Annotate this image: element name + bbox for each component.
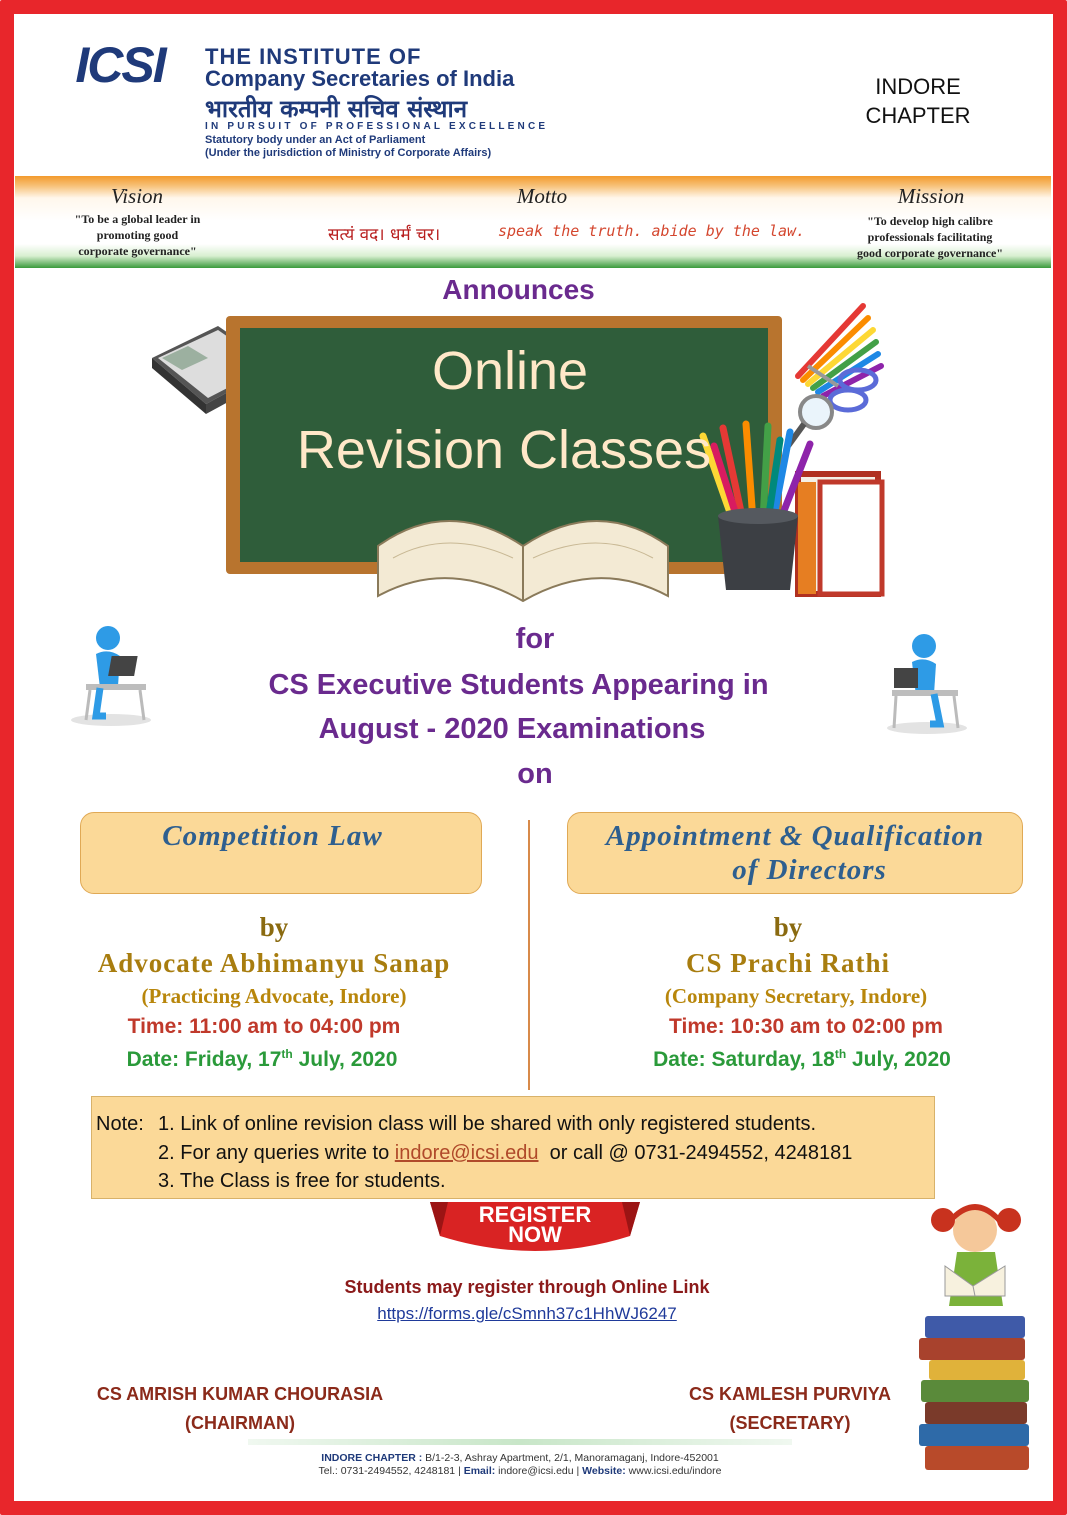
footer-address: INDORE CHAPTER : B/1-2-3, Ashray Apartment, 2/1, Manoramaganj, Indore-452001 [321, 1452, 719, 1464]
mission-text [840, 213, 1020, 261]
icsi-logo-text: ICSI [75, 40, 165, 90]
motto-hindi: सत्यं वद। धर्मं चर। [328, 225, 441, 245]
chapter-line1: INDORE [875, 74, 961, 99]
vision-line1: "To be a global leader in [74, 212, 201, 226]
designation-left: (Practicing Advocate, Indore) [141, 984, 407, 1008]
footer-bar [248, 1439, 792, 1445]
date-right: Date: Saturday, 18th July, 2020 [653, 1047, 951, 1071]
institute-line2: Company Secretaries of India [205, 66, 515, 91]
mission-line3: good corporate governance" [857, 246, 1003, 260]
audience-line1: CS Executive Students Appearing in [268, 669, 769, 701]
audience-line2: August - 2020 Examinations [318, 713, 706, 745]
email-link[interactable]: indore@icsi.edu [394, 1142, 539, 1164]
chapter-label [858, 72, 978, 130]
board-title-line2: Revision Classes [296, 420, 712, 480]
mission-title: Mission [897, 184, 965, 208]
topic-right-line2: of Directors [732, 854, 887, 886]
institute-hindi: भारतीय कम्पनी सचिव संस्थान [205, 95, 468, 123]
topic-right-line1: Appointment & Qualification [605, 820, 985, 852]
on-label: on [517, 758, 553, 790]
for-label: for [515, 623, 555, 655]
institute-jurisdiction: (Under the jurisdiction of Ministry of Corporate Affairs) [205, 147, 492, 159]
chairman-name: CS AMRISH KUMAR CHOURASIA [96, 1384, 384, 1404]
icsi-logo [68, 40, 172, 90]
motto-title: Motto [516, 184, 568, 208]
signatory-right [640, 1380, 940, 1438]
reading-girl-icon [895, 1196, 1045, 1496]
speaker-right: CS Prachi Rathi [686, 948, 890, 978]
institute-statutory: Statutory body under an Act of Parliament [205, 134, 426, 146]
speaker-left: Advocate Abhimanyu Sanap [97, 948, 451, 978]
session-divider [528, 820, 530, 1090]
motto-english: speak the truth. abide by the law. [498, 222, 806, 240]
chalkboard-illustration [148, 296, 888, 606]
register-url-link[interactable]: https://forms.gle/cSmnh37c1HhWJ6247 [377, 1304, 677, 1323]
register-now-badge[interactable] [420, 1196, 650, 1260]
note-item3: 3. The Class is free for students. [158, 1170, 446, 1192]
register-line1: REGISTER [478, 1202, 592, 1227]
topic-left: Competition Law [162, 820, 383, 852]
date-left: Date: Friday, 17th July, 2020 [126, 1047, 398, 1071]
register-label: Students may register through Online Link [344, 1277, 710, 1297]
designation-right: (Company Secretary, Indore) [664, 984, 928, 1008]
vision-line3: corporate governance" [78, 244, 197, 258]
vision-text [50, 211, 225, 259]
by-right: by [773, 912, 803, 942]
note-item1: 1. Link of online revision class will be shared with only registered students. [158, 1113, 817, 1135]
note-label: Note: [96, 1113, 144, 1135]
vision-line2: promoting good [96, 228, 179, 242]
institute-line1: THE INSTITUTE OF [205, 44, 422, 69]
chairman-role: (CHAIRMAN) [185, 1413, 295, 1433]
institute-tagline: IN PURSUIT OF PROFESSIONAL EXCELLENCE [205, 121, 549, 132]
signatory-left [60, 1380, 420, 1438]
magnifier-icon [788, 396, 832, 446]
mission-line2: professionals facilitating [867, 230, 993, 244]
mission-line1: "To develop high calibre [867, 214, 993, 228]
footer-contact: Tel.: 0731-2494552, 4248181 | Email: indore@icsi.edu | Website: www.icsi.edu/indore [318, 1465, 722, 1477]
chapter-line2: CHAPTER [865, 103, 971, 128]
secretary-role: (SECRETARY) [729, 1413, 851, 1433]
by-left: by [259, 912, 289, 942]
vision-title: Vision [110, 184, 164, 208]
announces-heading: Announces [442, 274, 595, 305]
time-right: Time: 10:30 am to 02:00 pm [669, 1015, 943, 1038]
board-title-line1: Online [431, 341, 589, 401]
time-left: Time: 11:00 am to 04:00 pm [127, 1015, 401, 1038]
secretary-name: CS KAMLESH PURVIYA [688, 1384, 892, 1404]
books-icon [798, 474, 882, 594]
register-line2: NOW [508, 1222, 562, 1247]
note-item2: 2. For any queries write to indore@icsi.edu or call @ 0731-2494552, 4248181 [158, 1142, 853, 1164]
